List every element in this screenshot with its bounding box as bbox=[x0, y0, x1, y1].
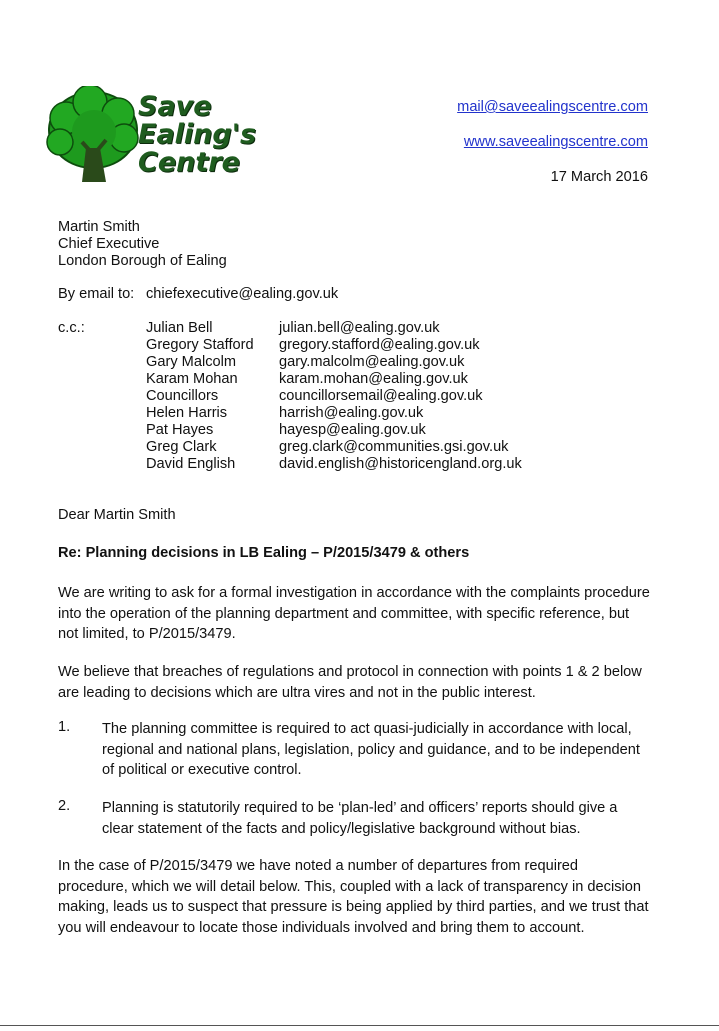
point-line: The planning committee is required to act quasi-judicially in accordance with local, bbox=[102, 721, 632, 737]
paragraph-line: into the operation of the planning department and committee, with specific reference, but bbox=[58, 605, 630, 622]
subject-heading: Re: Planning decisions in LB Ealing – P/2015/3479 & others bbox=[58, 545, 470, 561]
logo-line-1: Save bbox=[138, 91, 212, 122]
logo-line-2: Ealing's bbox=[138, 119, 257, 150]
letter-date: 17 March 2016 bbox=[550, 169, 648, 185]
point-1-number: 1. bbox=[58, 719, 71, 735]
logo-line-3: Centre bbox=[138, 147, 240, 178]
paragraph-line: are leading to decisions which are ultra vires and not in the public interest. bbox=[58, 684, 536, 701]
salutation: Dear Martin Smith bbox=[58, 507, 176, 523]
point-2-text bbox=[102, 798, 672, 839]
recipient-address bbox=[58, 219, 668, 270]
point-line: clear statement of the facts and policy/legislative background without bias. bbox=[102, 820, 581, 837]
cc-email: harrish@ealing.gov.uk bbox=[279, 405, 424, 421]
cc-email: karam.mohan@ealing.gov.uk bbox=[279, 371, 468, 387]
cc-label: c.c.: bbox=[58, 320, 85, 336]
point-2-number: 2. bbox=[58, 798, 71, 814]
logo-text bbox=[138, 93, 256, 177]
cc-name: Pat Hayes bbox=[146, 422, 214, 438]
paragraph-line: you will endeavour to locate those individuals involved and bring them to account. bbox=[58, 919, 585, 936]
cc-name: Councillors bbox=[146, 388, 219, 404]
paragraph-line: We are writing to ask for a formal investigation in accordance with the complaints procedure bbox=[58, 585, 650, 601]
cc-email: greg.clark@communities.gsi.gov.uk bbox=[279, 439, 509, 455]
cc-email: julian.bell@ealing.gov.uk bbox=[279, 320, 440, 336]
contact-email-link[interactable]: mail@saveealingscentre.com bbox=[457, 99, 648, 115]
paragraph-line: In the case of P/2015/3479 we have noted a number of departures from required bbox=[58, 858, 579, 874]
paragraph-line: making, leads us to suspect that pressure is being applied by third parties, and we trust that bbox=[58, 899, 649, 915]
cc-name: Karam Mohan bbox=[146, 371, 238, 387]
recipient-org: London Borough of Ealing bbox=[58, 253, 227, 269]
paragraph-3 bbox=[58, 856, 668, 938]
paragraph-line: not limited, to P/2015/3479. bbox=[58, 626, 236, 642]
recipient-title: Chief Executive bbox=[58, 236, 160, 252]
cc-name: Gregory Stafford bbox=[146, 337, 254, 353]
by-email-address: chiefexecutive@ealing.gov.uk bbox=[146, 286, 339, 302]
point-line: of political or executive control. bbox=[102, 762, 302, 778]
cc-email: gary.malcolm@ealing.gov.uk bbox=[279, 354, 465, 370]
by-email-label: By email to: bbox=[58, 286, 135, 302]
recipient-name: Martin Smith bbox=[58, 219, 140, 235]
paragraph-2 bbox=[58, 662, 668, 703]
paragraph-line: We believe that breaches of regulations and protocol in connection with points 1 & 2 below bbox=[58, 664, 642, 680]
cc-name: David English bbox=[146, 456, 236, 472]
point-line: Planning is statutorily required to be ‘plan-led’ and officers’ reports should give a bbox=[102, 800, 618, 816]
point-line: regional and national plans, legislation, policy and guidance, and to be independent bbox=[102, 741, 640, 758]
cc-email: hayesp@ealing.gov.uk bbox=[279, 422, 426, 438]
cc-email: councillorsemail@ealing.gov.uk bbox=[279, 388, 483, 404]
cc-name: Greg Clark bbox=[146, 439, 217, 455]
cc-email: david.english@historicengland.org.uk bbox=[279, 456, 522, 472]
page-bottom-rule bbox=[0, 1025, 719, 1026]
cc-name: Julian Bell bbox=[146, 320, 213, 336]
point-1-text bbox=[102, 719, 672, 781]
paragraph-line: procedure, which we will detail below. This, coupled with a lack of transparency in decision bbox=[58, 878, 641, 895]
paragraph-1 bbox=[58, 583, 668, 645]
cc-name: Gary Malcolm bbox=[146, 354, 237, 370]
cc-name: Helen Harris bbox=[146, 405, 228, 421]
cc-email: gregory.stafford@ealing.gov.uk bbox=[279, 337, 480, 353]
website-link[interactable]: www.saveealingscentre.com bbox=[463, 134, 648, 150]
